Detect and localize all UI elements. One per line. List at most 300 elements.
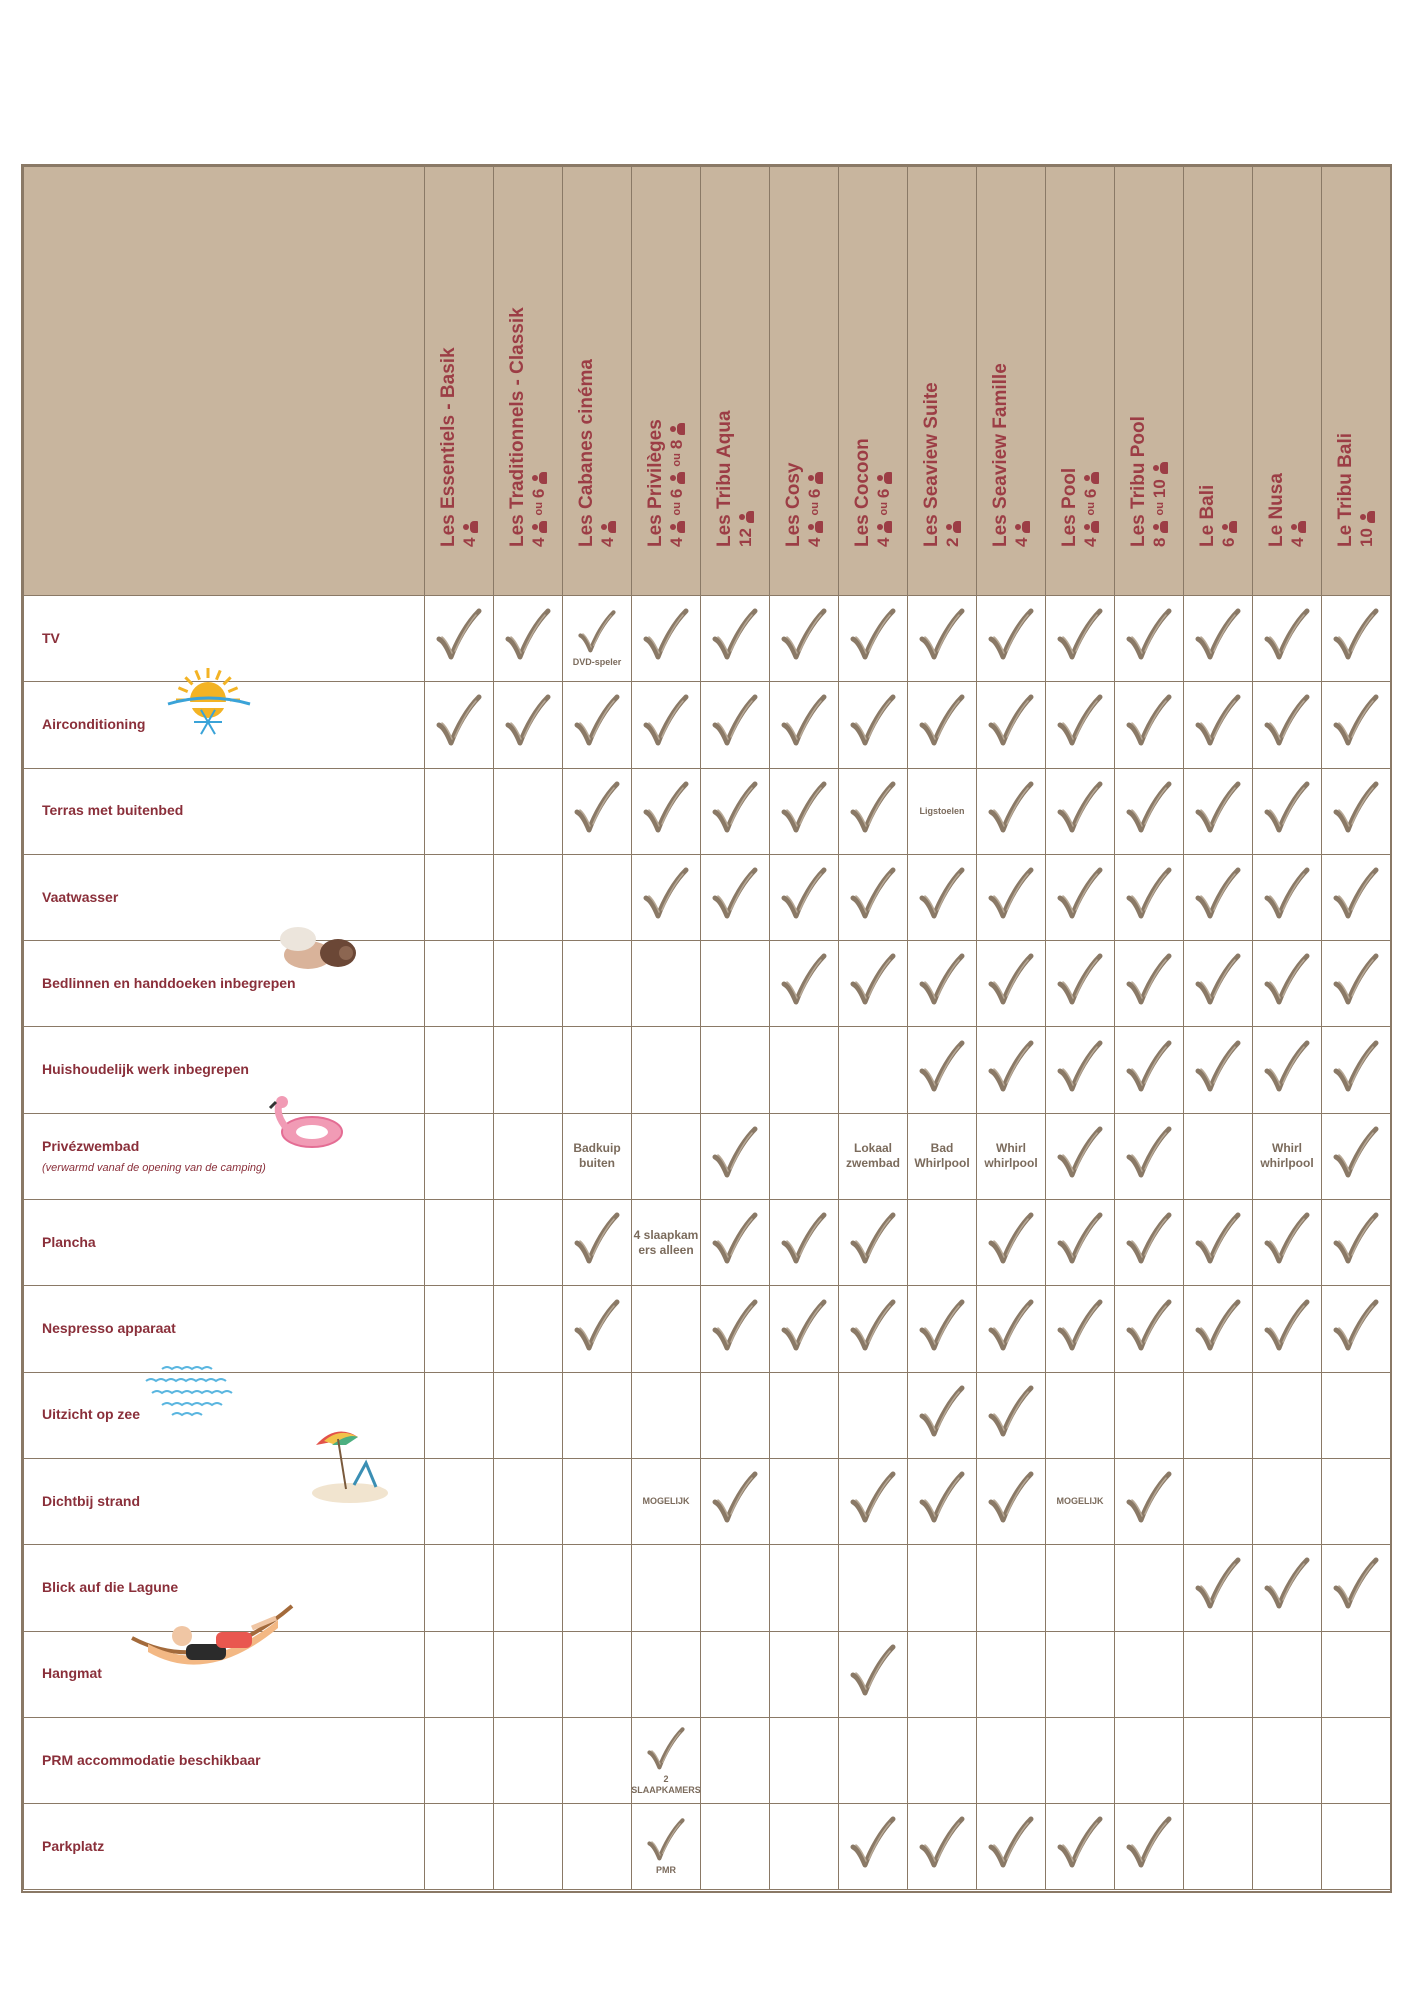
column-header (425, 167, 494, 596)
checkmark-icon (1056, 866, 1104, 924)
capacity-number: 4 (598, 537, 617, 547)
feature-value-cell (1046, 1804, 1115, 1890)
checkmark-icon (987, 607, 1035, 665)
person-icon (1153, 520, 1168, 534)
feature-label: Terras met buitenbed (42, 802, 184, 819)
checkmark-icon (849, 1470, 897, 1528)
feature-value-cell (563, 1804, 632, 1890)
checkmark-icon (1194, 1039, 1242, 1097)
feature-value-cell (1322, 1200, 1391, 1286)
person-icon (877, 471, 892, 485)
person-icon (808, 520, 823, 534)
feature-value-cell (1184, 1113, 1253, 1199)
checkmark-icon (987, 1815, 1035, 1873)
capacity-number: 4 (1288, 537, 1307, 547)
checkmark-icon (1056, 1125, 1104, 1183)
feature-value-cell (977, 941, 1046, 1027)
capacity-number: 6 (1219, 537, 1238, 547)
checkmark-icon (849, 866, 897, 924)
capacity (1288, 520, 1308, 547)
feature-value-cell (1046, 1545, 1115, 1631)
table-row (24, 1286, 1391, 1372)
feature-value-cell (977, 1545, 1046, 1631)
feature-value-cell (425, 941, 494, 1027)
checkmark-icon (1263, 1298, 1311, 1356)
column-name: Les Tribu Pool (1128, 416, 1149, 547)
feature-value-cell (1115, 1458, 1184, 1544)
waves-icon (142, 1361, 238, 1421)
feature-value-cell (908, 682, 977, 768)
checkmark-icon (918, 1470, 966, 1528)
feature-value-cell (1115, 1372, 1184, 1458)
or-text: ou (1154, 502, 1166, 516)
feature-value-cell (425, 1717, 494, 1803)
feature-value-cell (563, 1717, 632, 1803)
checkmark-icon (1056, 1298, 1104, 1356)
feature-value-cell (1253, 768, 1322, 854)
checkmark-icon (849, 1298, 897, 1356)
feature-value-cell (839, 1372, 908, 1458)
feature-value-cell (563, 941, 632, 1027)
checkmark-icon (1125, 1470, 1173, 1528)
column-header (1046, 167, 1115, 596)
feature-value-cell (1322, 1458, 1391, 1544)
feature-value-cell (908, 1458, 977, 1544)
feature-value-cell (839, 1804, 908, 1890)
feature-value-cell (908, 854, 977, 940)
feature-value-cell (563, 596, 632, 682)
capacity-number: 4 (1012, 537, 1031, 547)
feature-value-cell (632, 941, 701, 1027)
feature-value-cell (425, 682, 494, 768)
feature-value-cell (1046, 1027, 1115, 1113)
feature-value-cell (839, 1113, 908, 1199)
feature-cell (24, 1027, 425, 1113)
checkmark-icon (849, 607, 897, 665)
cell-note: Badkuip buiten (573, 1141, 621, 1171)
checkmark-icon (711, 1211, 759, 1269)
checkmark-icon (1194, 866, 1242, 924)
capacity (874, 471, 894, 547)
checkmark-icon (646, 1817, 686, 1865)
feature-value-cell (701, 854, 770, 940)
table-row (24, 941, 1391, 1027)
capacity-number: 4 (874, 537, 893, 547)
checkmark-icon (573, 780, 621, 838)
checkmark-icon (1194, 607, 1242, 665)
feature-value-cell (908, 941, 977, 1027)
capacity-number: 6 (667, 488, 686, 499)
checkmark-icon (1125, 952, 1173, 1010)
feature-cell (24, 941, 425, 1027)
feature-value-cell (839, 941, 908, 1027)
feature-cell (24, 1631, 425, 1717)
capacity-number: 4 (460, 537, 479, 547)
column-name: Le Nusa (1266, 473, 1287, 547)
feature-value-cell (632, 854, 701, 940)
feature-value-cell (632, 1286, 701, 1372)
feature-value-cell (494, 1027, 563, 1113)
feature-value-cell (770, 1804, 839, 1890)
person-icon (1360, 510, 1375, 524)
checkmark-icon (1125, 780, 1173, 838)
feature-value-cell (632, 1804, 701, 1890)
capacity-number: 10 (1150, 479, 1169, 499)
hammock-icon (128, 1598, 296, 1674)
column-header (632, 167, 701, 596)
person-icon (670, 422, 685, 436)
feature-value-cell (1184, 1372, 1253, 1458)
checkmark-icon (780, 866, 828, 924)
feature-value-cell (494, 1113, 563, 1199)
column-name: Les Traditionnels - Classik (507, 307, 528, 547)
checkmark-icon (711, 866, 759, 924)
checkmark-icon (1332, 1211, 1380, 1269)
feature-value-cell (425, 596, 494, 682)
feature-value-cell (701, 1372, 770, 1458)
checkmark-icon (918, 1298, 966, 1356)
checkmark-icon (1125, 1815, 1173, 1873)
feature-value-cell (1115, 1113, 1184, 1199)
column-name: Le Tribu Bali (1335, 432, 1356, 547)
feature-value-cell (1184, 682, 1253, 768)
feature-label: Airconditioning (42, 715, 146, 732)
capacity (1357, 510, 1377, 547)
feature-value-cell (1046, 1717, 1115, 1803)
feature-value-cell (701, 1804, 770, 1890)
checkmark-icon (1056, 693, 1104, 751)
checkmark-icon (642, 607, 690, 665)
checkmark-icon (987, 952, 1035, 1010)
person-icon (877, 520, 892, 534)
feature-value-cell (1115, 768, 1184, 854)
person-icon (1153, 461, 1168, 475)
feature-value-cell (425, 1545, 494, 1631)
feature-value-cell (908, 1631, 977, 1717)
checkmark-icon (1194, 693, 1242, 751)
feature-value-cell (563, 1545, 632, 1631)
capacity-number: 6 (529, 488, 548, 499)
checkmark-icon (1194, 1298, 1242, 1356)
feature-value-cell (770, 1631, 839, 1717)
feature-value-cell (563, 768, 632, 854)
column-name: Les Cosy (783, 462, 804, 547)
checkmark-icon (573, 693, 621, 751)
checkmark-icon (918, 607, 966, 665)
checkmark-icon (646, 1726, 686, 1774)
checkmark-icon (1056, 1039, 1104, 1097)
feature-value-cell (1322, 1027, 1391, 1113)
checkmark-icon (849, 952, 897, 1010)
checkmark-icon (780, 952, 828, 1010)
person-icon (808, 471, 823, 485)
feature-cell (24, 1200, 425, 1286)
cell-note: Bad Whirlpool (914, 1141, 970, 1171)
feature-value-cell (770, 1113, 839, 1199)
cell-note: 2 SLAAPKAMERS (631, 1773, 701, 1795)
feature-value-cell (908, 1717, 977, 1803)
feature-value-cell (1322, 1372, 1391, 1458)
feature-value-cell (977, 1458, 1046, 1544)
feature-value-cell (1046, 768, 1115, 854)
checkmark-icon (849, 693, 897, 751)
column-name: Le Bali (1197, 484, 1218, 547)
feature-value-cell (1322, 1804, 1391, 1890)
checkmark-icon (987, 1470, 1035, 1528)
checkmark-icon (987, 1211, 1035, 1269)
table-row (24, 1027, 1391, 1113)
feature-value-cell (1253, 1631, 1322, 1717)
feature-value-cell (839, 1458, 908, 1544)
checkmark-icon (1125, 607, 1173, 665)
table-row (24, 1804, 1391, 1890)
capacity (529, 471, 549, 547)
feature-value-cell (701, 1286, 770, 1372)
person-icon (463, 520, 478, 534)
feature-value-cell (1253, 1545, 1322, 1631)
checkmark-icon (1263, 1556, 1311, 1614)
feature-value-cell (701, 941, 770, 1027)
checkmark-icon (987, 1039, 1035, 1097)
column-header (1115, 167, 1184, 596)
checkmark-icon (780, 780, 828, 838)
cell-note: MOGELIJK (1056, 1496, 1104, 1507)
feature-value-cell (908, 1113, 977, 1199)
checkmark-icon (1125, 1298, 1173, 1356)
feature-value-cell (425, 1200, 494, 1286)
person-icon (670, 520, 685, 534)
capacity (1219, 520, 1239, 547)
feature-value-cell (977, 682, 1046, 768)
column-name: Les Pool (1059, 467, 1080, 547)
feature-label: PRM accommodatie beschikbaar (42, 1751, 261, 1768)
checkmark-icon (1056, 780, 1104, 838)
feature-value-cell (770, 1027, 839, 1113)
feature-value-cell (1322, 682, 1391, 768)
checkmark-icon (1056, 952, 1104, 1010)
checkmark-icon (1332, 866, 1380, 924)
feature-value-cell (770, 596, 839, 682)
feature-value-cell (1046, 854, 1115, 940)
capacity (667, 422, 687, 547)
checkmark-icon (1194, 780, 1242, 838)
feature-value-cell (1184, 1027, 1253, 1113)
feature-value-cell (1253, 1286, 1322, 1372)
feature-value-cell (977, 768, 1046, 854)
checkmark-icon (642, 693, 690, 751)
person-icon (532, 520, 547, 534)
feature-cell (24, 1113, 425, 1199)
feature-value-cell (770, 941, 839, 1027)
capacity-number: 6 (874, 488, 893, 499)
person-icon (670, 471, 685, 485)
person-icon (1084, 471, 1099, 485)
feature-value-cell (1046, 1372, 1115, 1458)
feature-value-cell (1322, 1286, 1391, 1372)
table-row (24, 1200, 1391, 1286)
feature-value-cell (908, 1027, 977, 1113)
capacity-number: 6 (1081, 488, 1100, 499)
feature-value-cell (1253, 1027, 1322, 1113)
sun-snowflake-icon (160, 662, 256, 742)
cell-note: Whirl whirlpool (984, 1141, 1038, 1171)
checkmark-icon (1263, 1039, 1311, 1097)
column-name: Les Seaview Suite (921, 382, 942, 547)
comparison-table (21, 164, 1392, 1893)
capacity-number: 10 (1357, 528, 1376, 547)
person-icon (532, 471, 547, 485)
feature-value-cell (701, 768, 770, 854)
feature-value-cell (425, 1286, 494, 1372)
feature-value-cell (1046, 1113, 1115, 1199)
checkmark-icon (435, 693, 483, 751)
feature-value-cell (494, 1200, 563, 1286)
checkmark-icon (1056, 1815, 1104, 1873)
feature-value-cell (632, 1458, 701, 1544)
or-text: ou (878, 502, 890, 516)
feature-value-cell (1322, 596, 1391, 682)
checkmark-icon (1263, 952, 1311, 1010)
feature-label: Hangmat (42, 1665, 102, 1682)
feature-value-cell (839, 1200, 908, 1286)
column-name: Les Cabanes cinéma (576, 359, 597, 547)
feature-value-cell (563, 1631, 632, 1717)
column-header (701, 167, 770, 596)
feature-value-cell (908, 596, 977, 682)
capacity-number: 12 (736, 528, 755, 547)
checkmark-icon (642, 780, 690, 838)
feature-value-cell (1184, 768, 1253, 854)
feature-value-cell (977, 1372, 1046, 1458)
column-header (1322, 167, 1391, 596)
table-row (24, 1717, 1391, 1803)
feature-value-cell (425, 1027, 494, 1113)
feature-value-cell (632, 768, 701, 854)
feature-value-cell (701, 1545, 770, 1631)
capacity (736, 510, 756, 547)
feature-value-cell (494, 768, 563, 854)
checkmark-icon (577, 609, 617, 657)
checkmark-icon (1263, 607, 1311, 665)
feature-value-cell (977, 1631, 1046, 1717)
checkmark-icon (849, 1211, 897, 1269)
or-text: ou (1085, 502, 1097, 516)
feature-label: Vaatwasser (42, 888, 119, 905)
feature-value-cell (632, 1372, 701, 1458)
cell-note: MOGELIJK (642, 1496, 690, 1507)
feature-cell (24, 1458, 425, 1544)
feature-value-cell (908, 1545, 977, 1631)
feature-value-cell (494, 1717, 563, 1803)
checkmark-icon (1125, 1211, 1173, 1269)
feature-value-cell (1046, 1200, 1115, 1286)
column-name: Les Cocoon (852, 438, 873, 547)
feature-value-cell (425, 768, 494, 854)
feature-value-cell (494, 1286, 563, 1372)
feature-value-cell (977, 1027, 1046, 1113)
capacity (460, 520, 480, 547)
feature-value-cell (701, 1027, 770, 1113)
feature-value-cell (839, 1631, 908, 1717)
feature-value-cell (770, 1286, 839, 1372)
feature-value-cell (1184, 1717, 1253, 1803)
feature-value-cell (563, 1200, 632, 1286)
column-header (494, 167, 563, 596)
feature-cell (24, 682, 425, 768)
feature-value-cell (1184, 1200, 1253, 1286)
flamingo-float-icon (264, 1094, 348, 1154)
feature-value-cell (632, 1027, 701, 1113)
feature-value-cell (563, 1286, 632, 1372)
feature-label: Dichtbij strand (42, 1492, 141, 1509)
cell-note: 4 slaapkam ers alleen (633, 1227, 699, 1257)
feature-value-cell (977, 1200, 1046, 1286)
capacity-number: 8 (667, 439, 686, 450)
feature-value-cell (1115, 1200, 1184, 1286)
checkmark-icon (1332, 1125, 1380, 1183)
feature-value-cell (908, 1286, 977, 1372)
feature-value-cell (1115, 1804, 1184, 1890)
feature-value-cell (839, 682, 908, 768)
capacity-number: 4 (529, 537, 548, 547)
checkmark-icon (987, 866, 1035, 924)
feature-value-cell (425, 854, 494, 940)
capacity-number: 4 (667, 537, 686, 547)
feature-value-cell (1115, 1717, 1184, 1803)
feature-value-cell (1322, 941, 1391, 1027)
checkmark-icon (1125, 1039, 1173, 1097)
feature-value-cell (839, 1545, 908, 1631)
checkmark-icon (1056, 1211, 1104, 1269)
feature-value-cell (563, 1027, 632, 1113)
feature-value-cell (839, 854, 908, 940)
feature-label: Bedlinnen en handdoeken inbegrepen (42, 974, 296, 991)
feature-value-cell (1253, 941, 1322, 1027)
feature-value-cell (1115, 1286, 1184, 1372)
capacity-number: 8 (1150, 537, 1169, 547)
checkmark-icon (1332, 780, 1380, 838)
feature-value-cell (563, 854, 632, 940)
feature-cell (24, 854, 425, 940)
column-header (908, 167, 977, 596)
person-icon (739, 510, 754, 524)
column-header (1184, 167, 1253, 596)
checkmark-icon (711, 1298, 759, 1356)
checkmark-icon (849, 780, 897, 838)
table-row (24, 854, 1391, 940)
checkmark-icon (711, 780, 759, 838)
feature-value-cell (425, 1113, 494, 1199)
feature-value-cell (1046, 1631, 1115, 1717)
feature-value-cell (1253, 1717, 1322, 1803)
feature-value-cell (977, 1717, 1046, 1803)
feature-value-cell (632, 1200, 701, 1286)
checkmark-icon (1332, 607, 1380, 665)
feature-cell (24, 1717, 425, 1803)
feature-label: Nespresso apparaat (42, 1320, 176, 1337)
feature-value-cell (1322, 854, 1391, 940)
header-corner (24, 167, 425, 596)
checkmark-icon (1125, 1125, 1173, 1183)
feature-value-cell (425, 1631, 494, 1717)
feature-value-cell (494, 1631, 563, 1717)
feature-value-cell (1115, 1027, 1184, 1113)
feature-value-cell (494, 1458, 563, 1544)
checkmark-icon (987, 1384, 1035, 1442)
table-row (24, 768, 1391, 854)
feature-value-cell (1253, 682, 1322, 768)
capacity-number: 4 (805, 537, 824, 547)
